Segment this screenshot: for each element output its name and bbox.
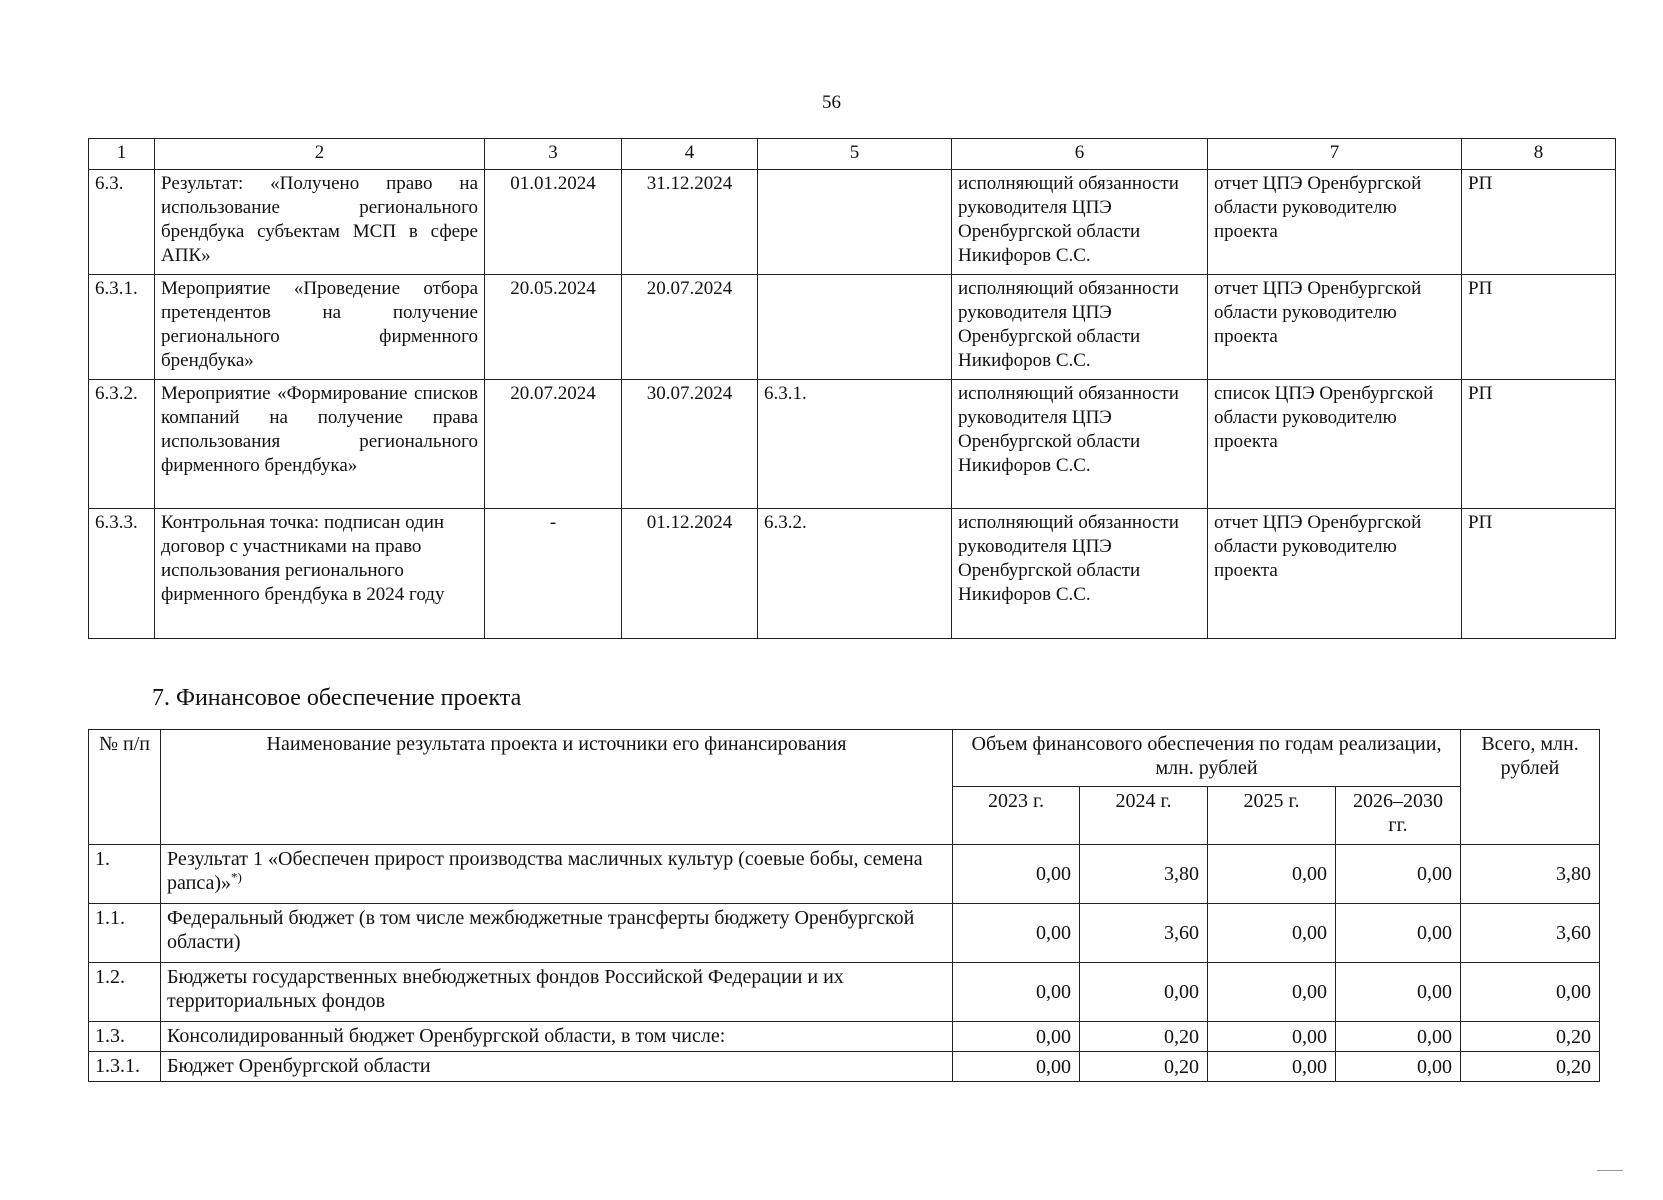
- value-2026-2030: 0,00: [1336, 963, 1461, 1022]
- value-2025: 0,00: [1208, 1022, 1336, 1052]
- table-row: [89, 963, 1600, 1022]
- row-start-date: -: [485, 509, 622, 639]
- header-name: Наименование результата проекта и источники его финансирования: [161, 730, 953, 845]
- row-responsible: исполняющий обязанности руководителя ЦПЭ Оренбургской области Никифоров С.С.: [952, 275, 1208, 380]
- row-document: отчет ЦПЭ Оренбургской области руководителю проекта: [1208, 170, 1462, 275]
- row-predecessor: [758, 275, 952, 380]
- header-col-5: 5: [758, 139, 952, 170]
- row-number: 1.3.1.: [89, 1052, 161, 1082]
- row-number: 6.3.: [89, 170, 155, 275]
- row-number: 6.3.1.: [89, 275, 155, 380]
- value-2024: 0,00: [1080, 963, 1208, 1022]
- header-year-2026-2030: 2026–2030 гг.: [1336, 787, 1461, 845]
- row-name: Результат: «Получено право на использование регионального брендбука субъектам МСП в сфере АПК»: [155, 170, 485, 275]
- value-total: 3,60: [1461, 904, 1600, 963]
- header-col-7: 7: [1208, 139, 1462, 170]
- value-total: 0,20: [1461, 1052, 1600, 1082]
- row-predecessor: 6.3.1.: [758, 380, 952, 509]
- value-2023: 0,00: [953, 904, 1080, 963]
- table-row: [89, 845, 1600, 904]
- row-name: Бюджеты государственных внебюджетных фондов Российской Федерации и их территориальных фондов: [161, 963, 953, 1022]
- value-2025: 0,00: [1208, 1052, 1336, 1082]
- header-col-1: 1: [89, 139, 155, 170]
- schedule-table: [88, 138, 1616, 639]
- value-2026-2030: 0,00: [1336, 904, 1461, 963]
- value-2024: 0,20: [1080, 1052, 1208, 1082]
- value-2023: 0,00: [953, 845, 1080, 904]
- value-2026-2030: 0,00: [1336, 845, 1461, 904]
- row-name: Мероприятие «Проведение отбора претендентов на получение регионального фирменного брендбука»: [155, 275, 485, 380]
- finance-table: [88, 729, 1600, 1082]
- header-col-2: 2: [155, 139, 485, 170]
- page-number: 56: [822, 92, 841, 113]
- row-name: Федеральный бюджет (в том числе межбюджетные трансферты бюджету Оренбургской области): [161, 904, 953, 963]
- row-end-date: 20.07.2024: [622, 275, 758, 380]
- schedule-header-row: [89, 139, 1616, 170]
- row-number: 6.3.3.: [89, 509, 155, 639]
- row-document: список ЦПЭ Оренбургской области руководителю проекта: [1208, 380, 1462, 509]
- row-responsible: исполняющий обязанности руководителя ЦПЭ Оренбургской области Никифоров С.С.: [952, 380, 1208, 509]
- row-level: РП: [1462, 170, 1616, 275]
- value-2026-2030: 0,00: [1336, 1022, 1461, 1052]
- header-year-2023: 2023 г.: [953, 787, 1080, 845]
- row-document: отчет ЦПЭ Оренбургской области руководителю проекта: [1208, 275, 1462, 380]
- header-num: № п/п: [89, 730, 161, 845]
- row-predecessor: [758, 170, 952, 275]
- row-number: 1.2.: [89, 963, 161, 1022]
- value-2024: 3,60: [1080, 904, 1208, 963]
- value-total: 0,00: [1461, 963, 1600, 1022]
- row-number: 1.1.: [89, 904, 161, 963]
- row-end-date: 31.12.2024: [622, 170, 758, 275]
- row-start-date: 20.07.2024: [485, 380, 622, 509]
- value-2023: 0,00: [953, 963, 1080, 1022]
- table-row: [89, 904, 1600, 963]
- header-col-4: 4: [622, 139, 758, 170]
- value-2023: 0,00: [953, 1052, 1080, 1082]
- value-2025: 0,00: [1208, 904, 1336, 963]
- row-document: отчет ЦПЭ Оренбургской области руководителю проекта: [1208, 509, 1462, 639]
- row-end-date: 01.12.2024: [622, 509, 758, 639]
- table-row: [89, 1022, 1600, 1052]
- row-number: 1.: [89, 845, 161, 904]
- header-year-2024: 2024 г.: [1080, 787, 1208, 845]
- row-name: Контрольная точка: подписан один договор с участниками на право использования регионального фирменного брендбука в 2024 году: [155, 509, 485, 639]
- table-row: [89, 275, 1616, 380]
- row-end-date: 30.07.2024: [622, 380, 758, 509]
- table-row: [89, 380, 1616, 509]
- value-total: 3,80: [1461, 845, 1600, 904]
- header-total: Всего, млн. рублей: [1461, 730, 1600, 845]
- row-name: [161, 845, 953, 904]
- value-total: 0,20: [1461, 1022, 1600, 1052]
- margin-mark: [1597, 1170, 1623, 1171]
- row-start-date: 20.05.2024: [485, 275, 622, 380]
- value-2025: 0,00: [1208, 845, 1336, 904]
- row-name: Бюджет Оренбургской области: [161, 1052, 953, 1082]
- row-name-text: Результат 1 «Обеспечен прирост производства масличных культур (соевые бобы, семена рапса)»: [167, 848, 923, 894]
- row-name: Консолидированный бюджет Оренбургской области, в том числе:: [161, 1022, 953, 1052]
- row-level: РП: [1462, 380, 1616, 509]
- section-title: 7. Финансовое обеспечение проекта: [152, 685, 522, 711]
- row-responsible: исполняющий обязанности руководителя ЦПЭ Оренбургской области Никифоров С.С.: [952, 170, 1208, 275]
- row-name: Мероприятие «Формирование списков компаний на получение права использования регионального фирменного брендбука»: [155, 380, 485, 509]
- header-col-3: 3: [485, 139, 622, 170]
- table-row: [89, 170, 1616, 275]
- row-level: РП: [1462, 509, 1616, 639]
- value-2023: 0,00: [953, 1022, 1080, 1052]
- header-col-6: 6: [952, 139, 1208, 170]
- row-number: 6.3.2.: [89, 380, 155, 509]
- finance-header-row: [89, 730, 1600, 787]
- header-col-8: 8: [1462, 139, 1616, 170]
- table-row: [89, 509, 1616, 639]
- row-number: 1.3.: [89, 1022, 161, 1052]
- value-2024: 0,20: [1080, 1022, 1208, 1052]
- row-responsible: исполняющий обязанности руководителя ЦПЭ Оренбургской области Никифоров С.С.: [952, 509, 1208, 639]
- row-level: РП: [1462, 275, 1616, 380]
- row-start-date: 01.01.2024: [485, 170, 622, 275]
- header-year-2025: 2025 г.: [1208, 787, 1336, 845]
- value-2025: 0,00: [1208, 963, 1336, 1022]
- value-2026-2030: 0,00: [1336, 1052, 1461, 1082]
- row-predecessor: 6.3.2.: [758, 509, 952, 639]
- footnote-mark: *): [230, 869, 242, 885]
- header-volume: Объем финансового обеспечения по годам реализации, млн. рублей: [953, 730, 1461, 787]
- table-row: [89, 1052, 1600, 1082]
- value-2024: 3,80: [1080, 845, 1208, 904]
